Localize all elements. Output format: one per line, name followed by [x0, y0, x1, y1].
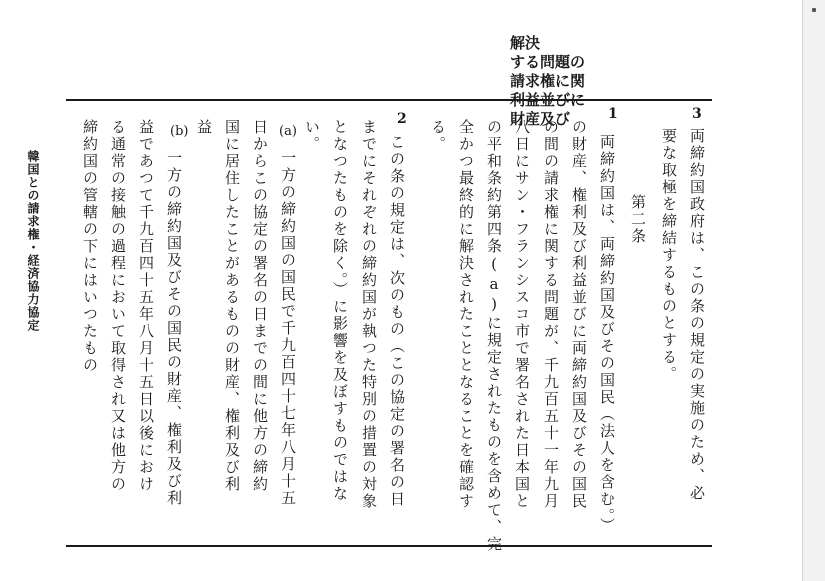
- para-1-number: 1: [608, 106, 618, 122]
- article-3-line: 要な取極を締結するものとする。: [660, 128, 678, 383]
- item-a-label: (a): [279, 124, 297, 139]
- running-side-title: 韓国との請求権・経済協力協定: [26, 150, 40, 332]
- item-b-label: (b): [170, 124, 189, 139]
- section-heading-line: 財産及び: [510, 110, 571, 128]
- para-2-line: い。: [303, 119, 321, 153]
- item-a-line: 一方の締約国の国民で千九百四十七年八月十五: [279, 150, 297, 507]
- para-1-line: 両締約国は、両締約国及びその国民（法人を含む。）: [598, 134, 616, 535]
- para-2-number: 2: [397, 111, 407, 127]
- para-1-line: の間の請求権に関する問題が、千九百五十一年九月: [542, 119, 560, 510]
- para-1-line: の平和条約第四条(a)に規定されたものを含めて、完: [485, 119, 503, 553]
- article-2-heading: 第二条: [629, 194, 647, 245]
- section-heading-line: する問題の: [510, 53, 586, 71]
- section-heading-line: 請求権に関: [510, 72, 586, 90]
- section-heading: [510, 34, 640, 129]
- item-b-line: 益であつて千九百四十五年八月十五日以後におけ: [137, 119, 155, 493]
- item-a-line: 益: [195, 119, 213, 136]
- para-2-line: この条の規定は、次のもの（この協定の署名の日: [388, 134, 406, 508]
- para-1-line: 全かつ最終的に解決されたこととなることを確認す: [457, 119, 475, 510]
- window-scrollbar-strip[interactable]: [802, 0, 825, 581]
- item-b-line: 一方の締約国及びその国民の財産、権利及び利: [165, 150, 183, 507]
- section-heading-line: 利益並びに: [510, 91, 586, 109]
- bottom-rule: [66, 545, 712, 547]
- para-1-line: の財産、権利及び利益並びに両締約国及びその国民: [570, 119, 588, 510]
- strip-marker-icon: [812, 8, 816, 12]
- para-2-line: となつたものを除く。）に影響を及ぼすものではな: [331, 119, 349, 503]
- section-heading-line: 解決: [510, 34, 541, 52]
- article-3-line: 両締約国政府は、この条の規定の実施のため、必: [688, 128, 706, 502]
- para-1-line: る。: [429, 119, 447, 153]
- item-b-line: る通常の接触の過程において取得され又は他方の: [109, 119, 127, 493]
- para-1-line: 八日にサン・フランシスコ市で署名された日本国と: [513, 119, 531, 510]
- para-2-line: までにそれぞれの締約国が執つた特別の措置の対象: [360, 119, 378, 510]
- article-3-number: 3: [692, 106, 702, 122]
- item-a-line: 国に居住したことがあるものの財産、権利及び利: [223, 119, 241, 493]
- item-a-line: 日からこの協定の署名の日までの間に他方の締約: [251, 119, 269, 493]
- item-b-line: 締約国の管轄の下にはいつたもの: [81, 119, 99, 374]
